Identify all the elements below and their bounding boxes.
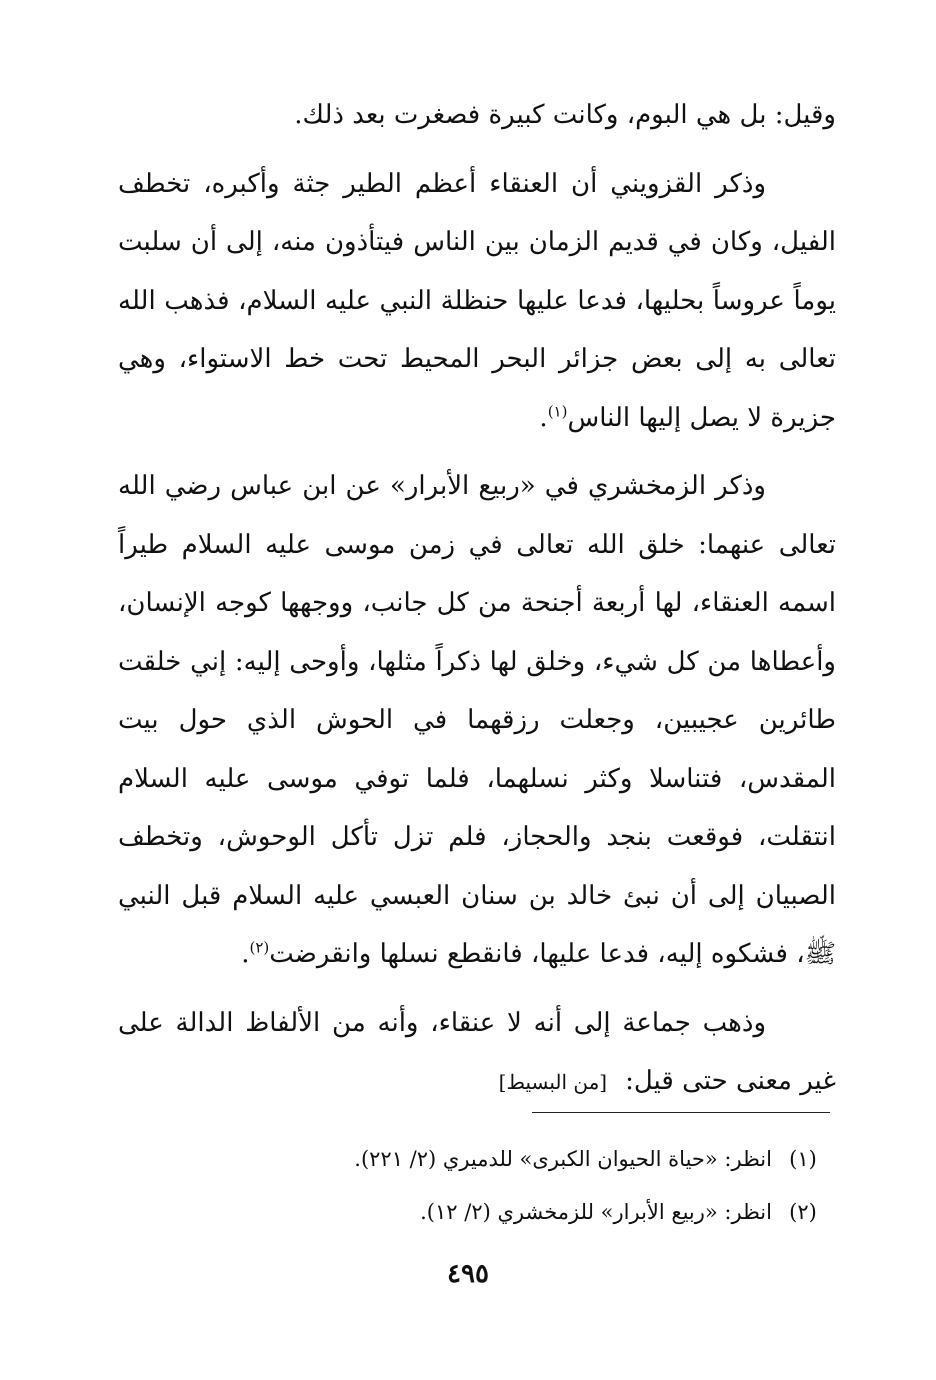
footnote-ref-1: (١) <box>547 401 568 420</box>
main-text <box>118 86 836 1112</box>
footnote-ref-2: (٢) <box>249 938 270 957</box>
paragraph-3 <box>118 457 836 984</box>
footnote-1-text: انظر: «حياة الحيوان الكبرى» للدميري (٢/ ٢٢١). <box>354 1147 772 1171</box>
paragraph-2-end: . <box>539 402 548 433</box>
page-number: ٤٩٥ <box>447 1259 489 1289</box>
paragraph-3-text: وذكر الزمخشري في «ربيع الأبرار» عن ابن عباس رضي الله تعالى عنهما: خلق الله تعالى في زمن موسى عليه السلام طيراً اسمه العنقاء، لها أربعة أجنحة من كل جانب، ووجهها كوجه الإنسان، وأعطاها من كل شيء، وخلق لها ذكراً مثلها، وأوحى إليه: إني خلقت طائرين عجيبين، وجعلت رزقهما في الحوش الذي حول بيت المقدس، فتناسلا وكثر نسلهما، فلما توفي موسى عليه السلام انتقلت، فوقعت بنجد والحجاز، فلم تزل تأكل الوحوش، وتخطف الصبيان إلى أن نبئ خالد بن سنان العبسي عليه السلام قبل النبي ﷺ، فشكوه إليه، فدعا عليها، فانقطع نسلها وانقرضت <box>118 471 836 969</box>
paragraph-1 <box>118 86 836 145</box>
poetic-meter-label: [من البسيط] <box>498 1070 608 1094</box>
footnote-1-number: (١) <box>789 1147 817 1171</box>
footnote-2-number: (٢) <box>789 1200 817 1224</box>
paragraph-2 <box>118 155 836 448</box>
footnote-2 <box>118 1186 836 1239</box>
footnote-1 <box>118 1133 836 1186</box>
paragraph-2-text: وذكر القزويني أن العنقاء أعظم الطير جثة وأكبره، تخطف الفيل، وكان في قديم الزمان بين الناس فيتأذون منه، إلى أن سلبت يوماً عروساً بحليها، فدعا عليها حنظلة النبي عليه السلام، فذهب الله تعالى به إلى بعض جزائر البحر المحيط تحت خط الاستواء، وهي جزيرة لا يصل إليها الناس <box>118 168 836 433</box>
paragraph-3-end: . <box>241 939 250 969</box>
paragraph-1-text: وقيل: بل هي البوم، وكانت كبيرة فصغرت بعد ذلك. <box>294 100 836 130</box>
paragraph-4 <box>118 994 836 1112</box>
footnote-separator <box>532 1112 830 1113</box>
footnote-2-text: انظر: «ربيع الأبرار» للزمخشري (٢/ ١٢). <box>420 1200 772 1224</box>
footnotes <box>118 1133 836 1239</box>
paragraph-4-text: وذهب جماعة إلى أنه لا عنقاء، وأنه من الألفاظ الدالة على غير معنى حتى قيل: <box>118 1007 836 1096</box>
